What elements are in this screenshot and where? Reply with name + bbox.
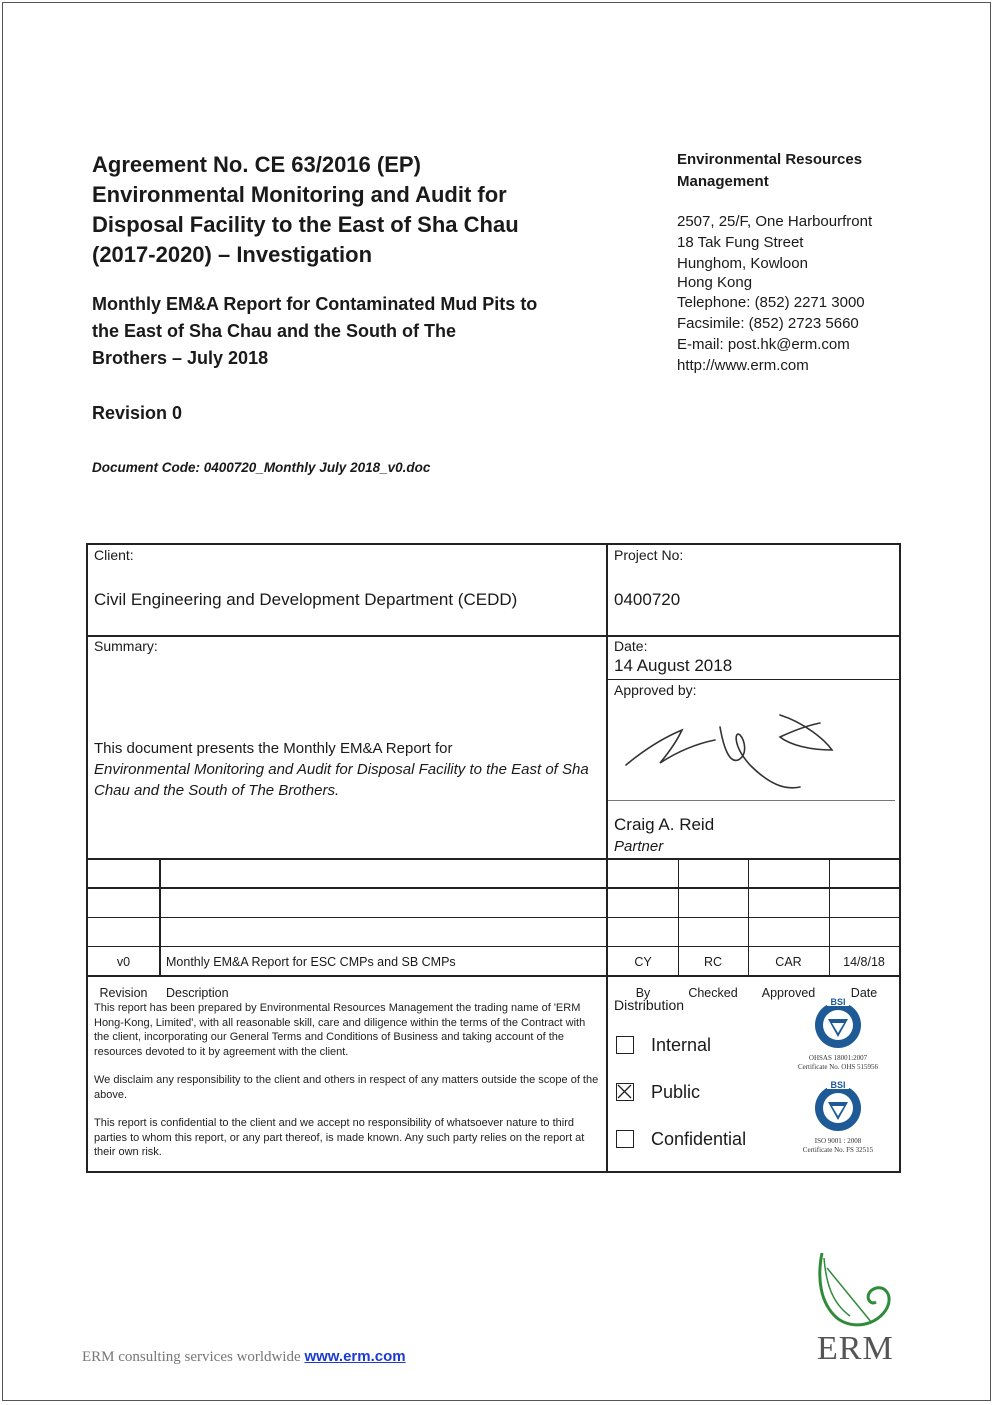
- footer-text: ERM consulting services worldwide: [82, 1349, 301, 1365]
- facsimile: Facsimile: (852) 2723 5660: [677, 315, 859, 332]
- bsi-iso-badge: [788, 1078, 888, 1155]
- title-line: Environmental Monitoring and Audit for: [92, 182, 507, 207]
- summary-italic: Environmental Monitoring and Audit for Disposal Facility to the East of Sha Chau and the South of The Brothers.: [94, 761, 589, 799]
- badge-brand-text: BSI: [830, 1080, 846, 1090]
- date-header: Date: [850, 986, 878, 1000]
- footer-link[interactable]: www.erm.com: [304, 1348, 406, 1365]
- address-line: Hong Kong: [677, 274, 753, 291]
- company-name-line1: Environmental Resources: [677, 151, 863, 168]
- title-line: Agreement No. CE 63/2016 (EP): [92, 152, 421, 177]
- disclaimer-paragraph: This report is confidential to the client and we accept no responsibility of whatsoever nature to third parties to whom this report, or any part thereof, is made known. Any such party relies on the report at their own risk.: [94, 1117, 585, 1158]
- telephone: Telephone: (852) 2271 3000: [677, 294, 865, 311]
- email: E-mail: post.hk@erm.com: [677, 336, 850, 353]
- description-cell: Monthly EM&A Report for ESC CMPs and SB CMPs: [166, 955, 456, 969]
- summary-text: [94, 738, 599, 801]
- confidential-label: Confidential: [651, 1129, 747, 1149]
- description-header: Description: [166, 986, 229, 1000]
- internal-label: Internal: [651, 1035, 712, 1055]
- bsi-ohsas-badge: [788, 995, 888, 1072]
- address-line: Hunghom, Kowloon: [677, 255, 808, 272]
- approved-label: Approved by:: [614, 682, 697, 698]
- website-link[interactable]: http://www.erm.com: [677, 357, 809, 374]
- disclaimer-paragraph: We disclaim any responsibility to the client and others in respect of any matters outside the scope of the above.: [94, 1074, 599, 1101]
- checked-header: Checked: [688, 986, 738, 1000]
- date-cell: 14/8/18: [843, 955, 885, 969]
- checkmark-x-icon: [617, 1084, 632, 1099]
- summary-plain: This document presents the Monthly EM&A Report for: [94, 740, 453, 757]
- erm-swirl-logo-icon: [812, 1248, 902, 1338]
- project-label: Project No:: [614, 547, 684, 563]
- approved-header: Approved: [761, 986, 816, 1000]
- approver-name: Craig A. Reid: [614, 815, 715, 834]
- address-line: 18 Tak Fung Street: [677, 234, 804, 251]
- approved-cell: CAR: [775, 955, 802, 969]
- disclaimer: [94, 1001, 600, 1174]
- subtitle-line: the East of Sha Chau and the South of The: [92, 321, 457, 341]
- date-value: 14 August 2018: [614, 656, 733, 675]
- document-code: Document Code: 0400720_Monthly July 2018_v0.doc: [92, 460, 431, 475]
- erm-logo-text: ERM: [817, 1330, 894, 1367]
- by-cell: CY: [634, 955, 652, 969]
- client-label: Client:: [94, 547, 134, 563]
- public-checkbox[interactable]: [616, 1083, 634, 1101]
- rev-cell: v0: [116, 955, 131, 969]
- revision-heading: Revision 0: [92, 403, 183, 423]
- client-value: Civil Engineering and Development Department (CEDD): [94, 590, 518, 609]
- project-value: 0400720: [614, 590, 681, 609]
- title-line: (2017-2020) – Investigation: [92, 242, 373, 267]
- date-label: Date:: [614, 638, 648, 654]
- document-control-table: [86, 543, 901, 1173]
- subtitle-line: Brothers – July 2018: [92, 348, 269, 368]
- disclaimer-paragraph: This report has been prepared by Environmental Resources Management the trading name of 'ERM Hong-Kong, Limited', with all reasonable skill, care and diligence within the terms of the Contract with the client, incorporating our General Terms and Conditions of Business and taking account of the resources devoted to it by agreement with the client.: [94, 1002, 586, 1058]
- badge-line: Certificate No. OHS 515956: [797, 1063, 879, 1071]
- company-address-block: [677, 149, 977, 376]
- report-subtitle: [92, 291, 612, 372]
- summary-label: Summary:: [94, 638, 158, 654]
- badge-line: ISO 9001 : 2008: [814, 1137, 862, 1145]
- revision-header: Revision: [99, 986, 148, 1000]
- subtitle-line: Monthly EM&A Report for Contaminated Mud Pits to: [92, 294, 538, 314]
- confidential-checkbox[interactable]: [616, 1130, 634, 1148]
- signature-image: [620, 705, 850, 800]
- title-line: Disposal Facility to the East of Sha Chau: [92, 212, 519, 237]
- distribution-label: Distribution: [614, 997, 685, 1013]
- by-header: By: [635, 986, 651, 1000]
- badge-line: OHSAS 18001:2007: [808, 1054, 868, 1062]
- checked-cell: RC: [703, 955, 723, 969]
- badge-brand-text: BSI: [830, 997, 846, 1007]
- approver-title: Partner: [614, 838, 664, 855]
- badge-line: Certificate No. FS 32515: [802, 1146, 874, 1154]
- footer: [82, 1348, 406, 1366]
- report-title: [92, 150, 572, 270]
- company-name-line2: Management: [677, 173, 769, 190]
- internal-checkbox[interactable]: [616, 1036, 634, 1054]
- bsi-logo-icon: [810, 995, 866, 1049]
- bsi-logo-icon: [810, 1078, 866, 1132]
- address-line: 2507, 25/F, One Harbourfront: [677, 213, 873, 230]
- public-label: Public: [651, 1082, 701, 1102]
